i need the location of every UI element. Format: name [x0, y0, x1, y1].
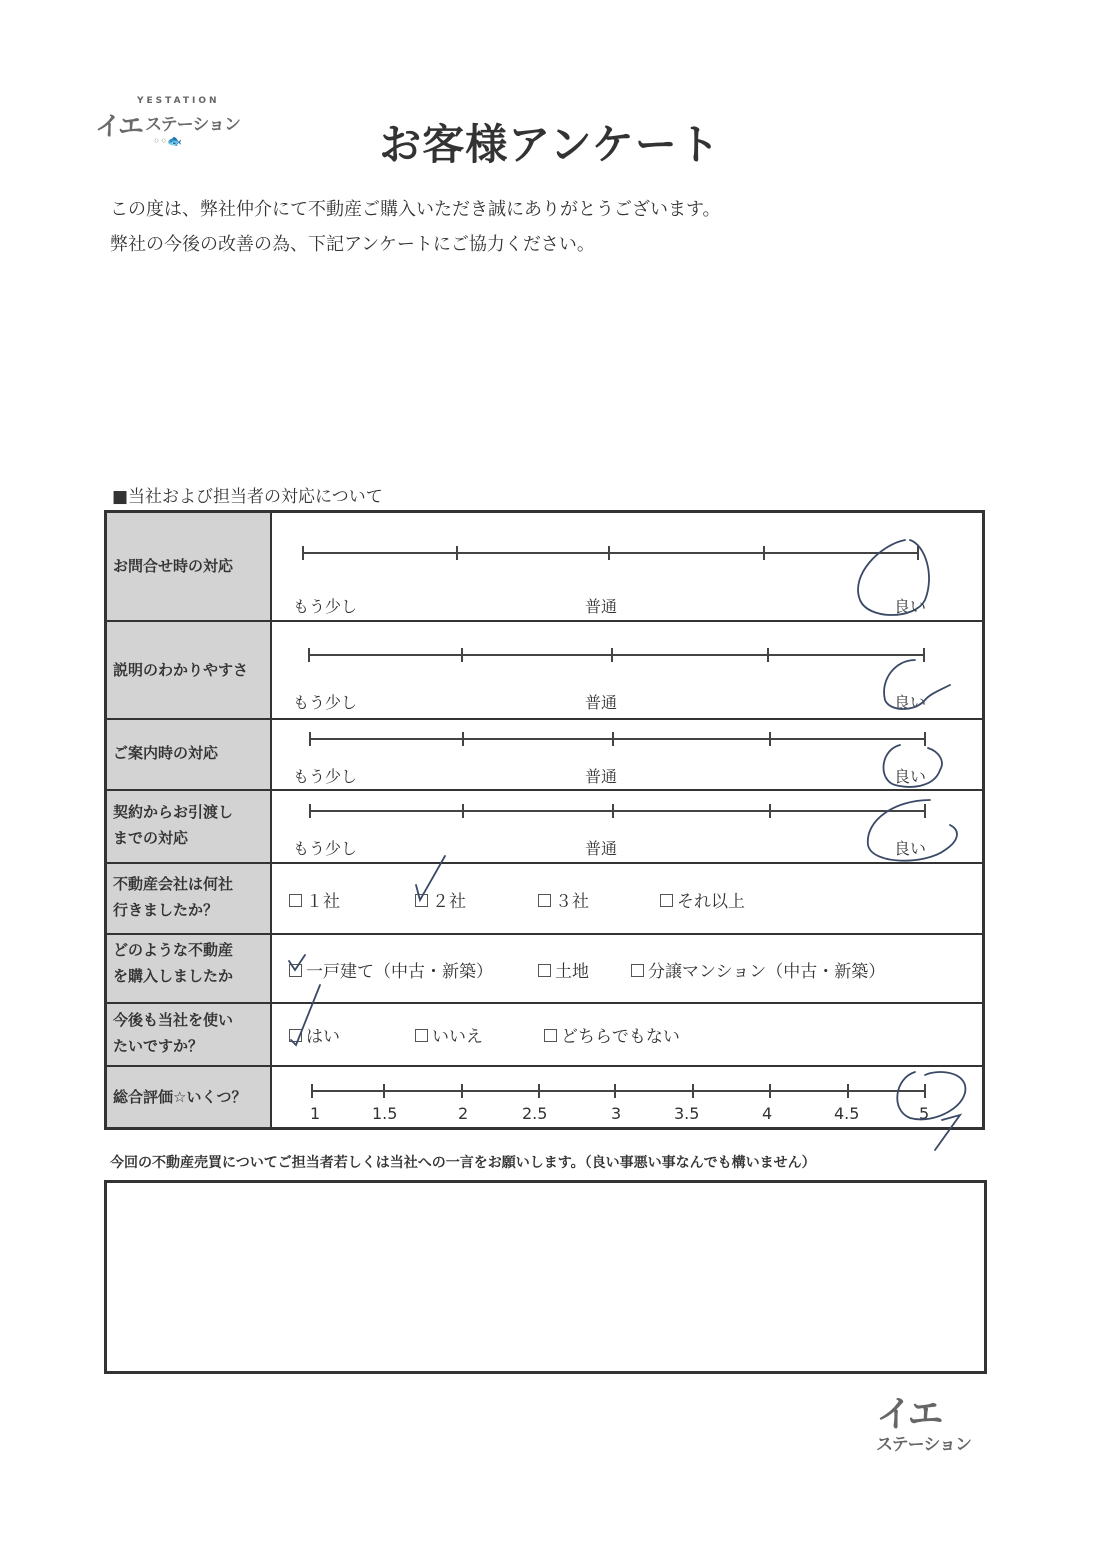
- footer-logo-ie: イエ: [876, 1394, 941, 1435]
- row-label-line: 今後も当社を使い: [113, 1011, 234, 1029]
- option-label: それ以上: [677, 892, 745, 912]
- option-label: いいえ: [432, 1027, 483, 1047]
- logo-station: ステーション: [145, 115, 240, 135]
- option-label: １社: [306, 892, 340, 912]
- option-label: ２社: [432, 892, 466, 912]
- comment-prompt: 今回の不動産売買についてご担当者若しくは当社への一言をお願いします。（良い事悪い事なんでも構いません）: [110, 1155, 816, 1171]
- row-label-line: 契約からお引渡し: [113, 803, 234, 821]
- row-label-line: 不動産会社は何社: [113, 875, 234, 893]
- overall-tick-label: 2: [458, 1104, 469, 1123]
- option-label: 分譲マンション（中古・新築）: [648, 962, 886, 982]
- scale-low: もう少し: [293, 693, 358, 712]
- handwritten-check-mark: [289, 955, 305, 970]
- page-title: お客様アンケート: [379, 120, 721, 169]
- scale-mid: 普通: [585, 839, 618, 858]
- overall-tick-label: 5: [919, 1104, 930, 1123]
- scale-high: 良い: [894, 597, 927, 616]
- row-label-explanation: 説明のわかりやすさ: [113, 661, 249, 679]
- row-label-line: たいですか？: [113, 1037, 204, 1055]
- footer-logo: [876, 1392, 976, 1454]
- row-label-inquiry: お問合せ時の対応: [113, 557, 234, 575]
- handwritten-check-mark: [416, 856, 445, 900]
- scale-high: 良い: [894, 839, 927, 858]
- scale-low: もう少し: [293, 597, 358, 616]
- overall-tick-label: 2.5: [522, 1104, 548, 1123]
- scale-mid: 普通: [585, 597, 618, 616]
- overall-tick-label: 4: [762, 1104, 773, 1123]
- scale-high: 良い: [894, 693, 927, 712]
- handwritten-circle-mark: [884, 660, 950, 709]
- row-label-overall: 総合評価☆いくつ？: [113, 1088, 247, 1106]
- handwritten-circle-mark: [884, 745, 942, 787]
- overall-tick-label: 1: [310, 1104, 321, 1123]
- handwritten-check-mark: [291, 985, 320, 1045]
- overall-tick-label: 3.5: [674, 1104, 700, 1123]
- option-label: 土地: [555, 962, 589, 982]
- row-label-guidance: ご案内時の対応: [113, 744, 219, 762]
- section-heading: ■当社および担当者の対応について: [112, 487, 383, 507]
- option-label: どちらでもない: [561, 1027, 680, 1047]
- row-label-line: までの対応: [113, 829, 189, 847]
- comment-textarea[interactable]: [104, 1180, 987, 1374]
- intro-line-1: この度は、弊社仲介にて不動産ご購入いただき誠にありがとうございます。: [110, 199, 721, 220]
- scale-high: 良い: [894, 767, 927, 786]
- handwritten-circle-mark: [897, 1072, 965, 1119]
- overall-tick-label: 1.5: [372, 1104, 398, 1123]
- row-label-line: 行きましたか？: [113, 901, 219, 919]
- option-label: 一戸建て（中古・新築）: [306, 962, 493, 982]
- logo-ie: イエ: [95, 112, 142, 142]
- overall-tick-label: 4.5: [834, 1104, 860, 1123]
- footer-logo-station: ステーション: [876, 1435, 971, 1455]
- scale-mid: 普通: [585, 767, 618, 786]
- intro-line-2: 弊社の今後の改善の為、下記アンケートにご協力ください。: [110, 234, 595, 255]
- scale-low: もう少し: [293, 767, 358, 786]
- logo-ruby: YESTATION: [137, 96, 220, 106]
- handwritten-circle-mark: [868, 800, 957, 861]
- row-label-line: どのような不動産: [113, 941, 234, 959]
- overall-tick-label: 3: [611, 1104, 622, 1123]
- scale-mid: 普通: [585, 693, 618, 712]
- option-label: はい: [306, 1027, 340, 1047]
- row-label-line: を購入しましたか: [113, 967, 234, 985]
- logo-fish-icon: ◦◦🐟: [153, 134, 183, 148]
- handwritten-stroke-mark: [935, 1115, 960, 1150]
- option-label: ３社: [555, 892, 589, 912]
- scale-low: もう少し: [293, 839, 358, 858]
